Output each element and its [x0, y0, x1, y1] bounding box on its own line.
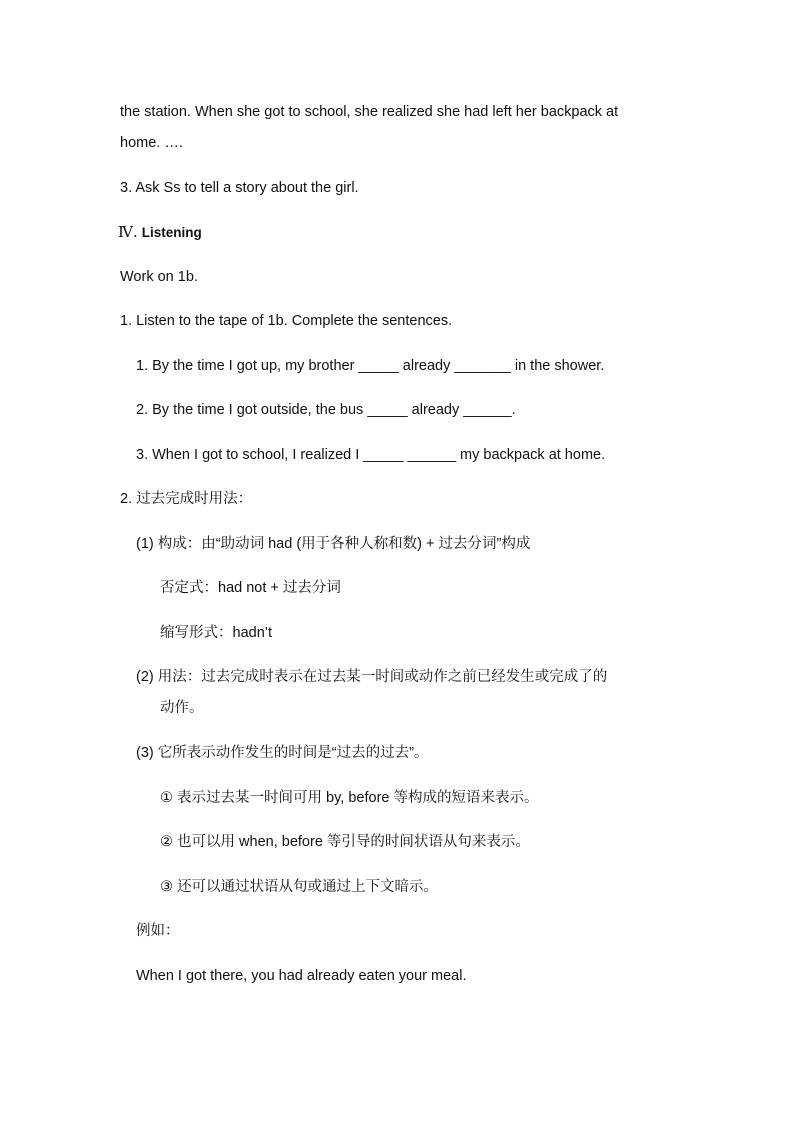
rule-point: ② 也可以用 when, before 等引导的时间状语从句来表示。	[160, 834, 530, 850]
section-numeral: Ⅳ.	[118, 223, 138, 241]
section-heading	[118, 222, 202, 243]
short-form: 缩写形式：hadn’t	[160, 625, 273, 641]
exercise-sentence: 2. By the time I got outside, the bus _____ already ______.	[136, 402, 516, 418]
negative-form: 否定式：had not + 过去分词	[160, 580, 341, 596]
exercise-sentence: 3. When I got to school, I realized I _____ ______ my backpack at home.	[136, 447, 606, 463]
example-label: 例如：	[136, 923, 180, 939]
paragraph-line: 3. Ask Ss to tell a story about the girl.	[120, 180, 359, 196]
paragraph-line: the station. When she got to school, she realized she had left her backpack at	[120, 104, 619, 120]
example-sentence: When I got there, you had already eaten your meal.	[136, 968, 467, 984]
grammar-heading: 2. 过去完成时用法：	[120, 491, 253, 507]
paragraph-line: home. ….	[120, 135, 183, 151]
rule-item: (3) 它所表示动作发生的时间是“过去的过去”。	[136, 745, 429, 761]
work-on-line: Work on 1b.	[120, 269, 198, 285]
rule-point: ① 表示过去某一时间可用 by, before 等构成的短语来表示。	[160, 790, 539, 806]
task-instruction: 1. Listen to the tape of 1b. Complete the sentences.	[120, 313, 453, 329]
rule-item-continued: 动作。	[160, 700, 204, 716]
exercise-sentence: 1. By the time I got up, my brother _____ already _______ in the shower.	[136, 358, 605, 374]
rule-item: (1) 构成：由“助动词 had (用于各种人称和数) + 过去分词”构成	[136, 536, 531, 552]
rule-item: (2) 用法：过去完成时表示在过去某一时间或动作之前已经发生或完成了的	[136, 669, 608, 685]
section-title: Listening	[141, 225, 202, 240]
rule-point: ③ 还可以通过状语从句或通过上下文暗示。	[160, 879, 439, 895]
